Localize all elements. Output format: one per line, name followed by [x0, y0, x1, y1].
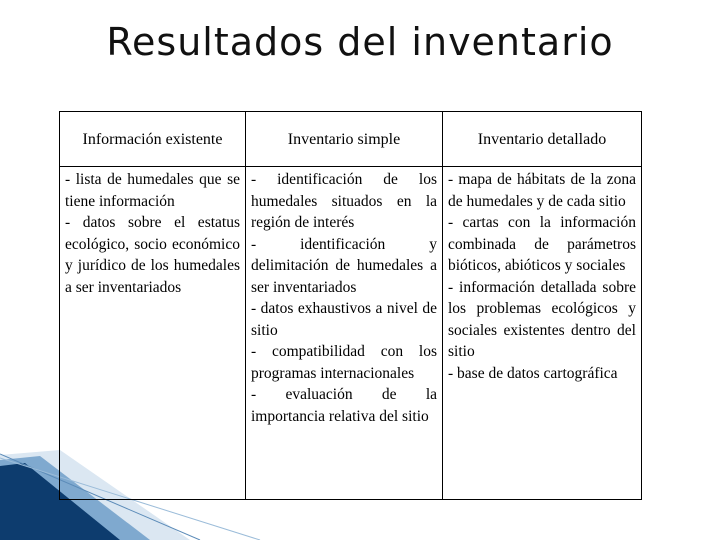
inventory-table — [59, 111, 642, 500]
header-detailed-inventory: Inventario detallado — [443, 112, 642, 167]
cell-existing-info — [60, 167, 246, 500]
slide-title: Resultados del inventario — [106, 20, 614, 64]
list-item: - mapa de hábitats de la zona de humedales y de cada sitio — [448, 171, 636, 210]
table-row — [60, 167, 642, 500]
list-item: - compatibilidad con los programas internacionales — [251, 343, 437, 382]
list-item: - datos sobre el estatus ecológico, socio económico y jurídico de los humedales a ser inventariados — [65, 214, 240, 296]
cell-simple-inventory — [246, 167, 443, 500]
list-item: - identificación de los humedales situados en la región de interés — [251, 171, 437, 231]
list-item: - identificación y delimitación de humedales a ser inventariados — [251, 235, 437, 296]
list-item: - lista de humedales que se tiene información — [65, 171, 240, 210]
list-item: - cartas con la información combinada de parámetros bióticos, abióticos y sociales — [448, 214, 636, 274]
table-header-row — [60, 112, 642, 167]
list-item: - evaluación de la importancia relativa del sitio — [251, 386, 437, 425]
list-item: - datos exhaustivos a nivel de sitio — [251, 300, 437, 339]
header-existing-info: Información existente — [60, 112, 246, 167]
header-simple-inventory: Inventario simple — [246, 112, 443, 167]
cell-detailed-inventory — [443, 167, 642, 500]
list-item: - base de datos cartográfica — [448, 364, 618, 382]
list-item: - información detallada sobre los problemas ecológicos y sociales existentes dentro del sitio — [448, 278, 636, 360]
